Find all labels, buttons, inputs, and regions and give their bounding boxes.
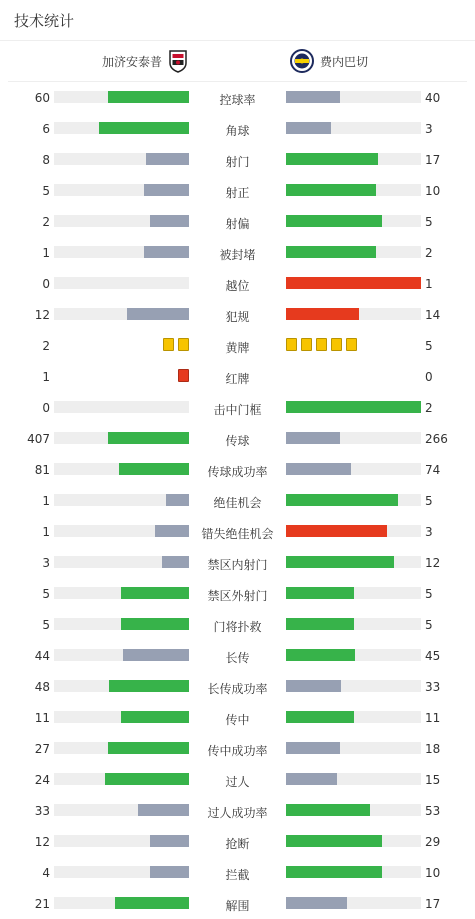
away-value: 18 (425, 742, 441, 756)
home-value: 3 (42, 556, 50, 570)
home-cards (163, 338, 189, 351)
home-bar-track (54, 215, 189, 227)
home-value: 6 (42, 122, 50, 136)
away-bar-fill (286, 835, 382, 847)
stat-row (0, 894, 475, 914)
away-value: 33 (425, 680, 441, 694)
stat-row (0, 708, 475, 728)
away-bar-track (286, 401, 421, 413)
home-value: 81 (34, 463, 50, 477)
stat-label: 角球 (225, 124, 250, 138)
home-bar-fill (150, 215, 189, 227)
away-bar-track (286, 742, 421, 754)
gaziantep-logo-icon (168, 49, 188, 73)
away-cards (286, 338, 357, 351)
page-title: 技术统计 (14, 12, 75, 30)
home-bar-fill (109, 680, 189, 692)
away-bar-fill (286, 618, 354, 630)
away-bar-fill (286, 153, 378, 165)
away-value: 266 (425, 432, 448, 446)
stat-label: 传球成功率 (207, 465, 268, 479)
away-bar-fill (286, 680, 341, 692)
home-bar-track (54, 277, 189, 289)
away-bar-fill (286, 649, 355, 661)
stat-row (0, 398, 475, 418)
home-value: 1 (42, 370, 50, 384)
home-bar-track (54, 463, 189, 475)
home-bar-track (54, 91, 189, 103)
home-bar-fill (150, 866, 189, 878)
away-value: 40 (425, 91, 441, 105)
stat-row (0, 863, 475, 883)
away-bar-track (286, 153, 421, 165)
stat-row (0, 553, 475, 573)
home-value: 0 (42, 277, 50, 291)
home-bar-track (54, 308, 189, 320)
home-value: 12 (34, 835, 50, 849)
away-bar-fill (286, 804, 370, 816)
stat-row (0, 212, 475, 232)
away-bar-track (286, 556, 421, 568)
stat-label: 犯规 (225, 310, 250, 324)
yellow-card-icon (286, 338, 297, 351)
home-value: 24 (34, 773, 50, 787)
home-value: 8 (42, 153, 50, 167)
away-bar-fill (286, 494, 398, 506)
away-bar-fill (286, 463, 351, 475)
home-bar-fill (121, 711, 189, 723)
home-value: 2 (42, 339, 50, 353)
away-value: 0 (425, 370, 433, 384)
away-bar-track (286, 308, 421, 320)
home-cards (178, 369, 189, 382)
home-value: 60 (34, 91, 50, 105)
stat-row (0, 367, 475, 387)
away-bar-track (286, 184, 421, 196)
stat-label: 绝佳机会 (213, 496, 262, 510)
stat-row (0, 832, 475, 852)
stat-label: 被封堵 (219, 248, 256, 262)
home-value: 0 (42, 401, 50, 415)
stat-label: 射偏 (225, 217, 250, 231)
away-bar-fill (286, 742, 340, 754)
away-bar-track (286, 463, 421, 475)
away-bar-track (286, 122, 421, 134)
away-bar-fill (286, 773, 337, 785)
away-value: 11 (425, 711, 441, 725)
stat-label: 控球率 (219, 93, 256, 107)
stat-label: 击中门框 (213, 403, 262, 417)
home-bar-track (54, 835, 189, 847)
away-value: 45 (425, 649, 441, 663)
stat-row (0, 677, 475, 697)
away-value: 53 (425, 804, 441, 818)
away-value: 3 (425, 525, 433, 539)
away-bar-track (286, 91, 421, 103)
away-bar-fill (286, 277, 421, 289)
away-value: 5 (425, 494, 433, 508)
home-value: 5 (42, 184, 50, 198)
away-bar-fill (286, 711, 354, 723)
away-value: 2 (425, 401, 433, 415)
away-bar-fill (286, 866, 382, 878)
home-value: 27 (34, 742, 50, 756)
stat-row (0, 274, 475, 294)
stat-label: 过人成功率 (207, 806, 268, 820)
yellow-card-icon (316, 338, 327, 351)
home-bar-fill (155, 525, 189, 537)
home-bar-track (54, 401, 189, 413)
stat-row (0, 119, 475, 139)
away-bar-track (286, 711, 421, 723)
away-bar-fill (286, 308, 359, 320)
home-bar-fill (146, 153, 189, 165)
home-bar-track (54, 680, 189, 692)
yellow-card-icon (331, 338, 342, 351)
away-bar-fill (286, 91, 340, 103)
stat-row (0, 150, 475, 170)
away-bar-fill (286, 401, 421, 413)
away-bar-track (286, 649, 421, 661)
stat-row (0, 770, 475, 790)
stat-row (0, 739, 475, 759)
away-bar-track (286, 246, 421, 258)
teams-header (0, 41, 475, 81)
teams-divider (8, 81, 467, 82)
home-team-name: 加济安泰普 (101, 54, 162, 69)
away-value: 10 (425, 866, 441, 880)
stat-label: 射正 (225, 186, 250, 200)
away-value: 1 (425, 277, 433, 291)
home-value: 5 (42, 618, 50, 632)
home-bar-fill (162, 556, 189, 568)
away-bar-fill (286, 556, 394, 568)
away-team[interactable] (290, 49, 368, 73)
home-value: 33 (34, 804, 50, 818)
away-value: 17 (425, 897, 441, 911)
away-bar-track (286, 618, 421, 630)
yellow-card-icon (163, 338, 174, 351)
home-bar-track (54, 866, 189, 878)
away-bar-track (286, 587, 421, 599)
home-bar-track (54, 773, 189, 785)
stat-row (0, 460, 475, 480)
away-bar-track (286, 494, 421, 506)
home-bar-fill (123, 649, 189, 661)
away-bar-track (286, 897, 421, 909)
home-bar-track (54, 649, 189, 661)
home-bar-track (54, 494, 189, 506)
away-value: 5 (425, 587, 433, 601)
home-bar-track (54, 587, 189, 599)
home-bar-track (54, 246, 189, 258)
home-bar-fill (150, 835, 189, 847)
stat-row (0, 429, 475, 449)
stat-row (0, 584, 475, 604)
away-value: 12 (425, 556, 441, 570)
away-value: 14 (425, 308, 441, 322)
yellow-card-icon (346, 338, 357, 351)
home-value: 44 (34, 649, 50, 663)
stat-row (0, 646, 475, 666)
away-bar-track (286, 432, 421, 444)
home-bar-fill (166, 494, 189, 506)
away-bar-fill (286, 184, 376, 196)
home-value: 1 (42, 525, 50, 539)
home-value: 1 (42, 494, 50, 508)
away-bar-track (286, 680, 421, 692)
away-value: 29 (425, 835, 441, 849)
stat-label: 抢断 (225, 837, 250, 851)
away-bar-fill (286, 897, 347, 909)
away-bar-fill (286, 432, 340, 444)
home-bar-track (54, 618, 189, 630)
home-bar-fill (99, 122, 189, 134)
stat-label: 传球 (225, 434, 250, 448)
home-bar-fill (108, 742, 189, 754)
stat-label: 禁区外射门 (207, 589, 268, 603)
stat-label: 越位 (225, 279, 250, 293)
stat-label: 传中成功率 (207, 744, 268, 758)
stat-row (0, 305, 475, 325)
home-bar-track (54, 432, 189, 444)
stat-label: 射门 (225, 155, 250, 169)
stat-label: 红牌 (225, 372, 250, 386)
home-bar-fill (138, 804, 189, 816)
stat-label: 长传 (225, 651, 250, 665)
home-bar-fill (108, 91, 189, 103)
away-value: 74 (425, 463, 441, 477)
away-bar-track (286, 215, 421, 227)
home-bar-track (54, 122, 189, 134)
away-bar-track (286, 835, 421, 847)
stat-row (0, 801, 475, 821)
home-bar-fill (144, 246, 189, 258)
stat-row (0, 615, 475, 635)
away-bar-fill (286, 215, 382, 227)
home-bar-fill (105, 773, 189, 785)
away-value: 5 (425, 339, 433, 353)
away-value: 5 (425, 215, 433, 229)
home-value: 12 (34, 308, 50, 322)
home-value: 11 (34, 711, 50, 725)
away-bar-fill (286, 122, 331, 134)
stat-label: 禁区内射门 (207, 558, 268, 572)
away-value: 2 (425, 246, 433, 260)
home-bar-fill (121, 618, 189, 630)
away-bar-fill (286, 246, 376, 258)
home-bar-track (54, 525, 189, 537)
away-value: 17 (425, 153, 441, 167)
stat-row (0, 181, 475, 201)
home-value: 5 (42, 587, 50, 601)
home-value: 1 (42, 246, 50, 260)
stat-label: 过人 (225, 775, 250, 789)
home-bar-track (54, 184, 189, 196)
away-value: 3 (425, 122, 433, 136)
away-bar-track (286, 866, 421, 878)
stat-row (0, 88, 475, 108)
home-bar-fill (144, 184, 189, 196)
home-bar-fill (121, 587, 189, 599)
away-value: 15 (425, 773, 441, 787)
home-bar-fill (115, 897, 189, 909)
away-value: 5 (425, 618, 433, 632)
stat-label: 传中 (225, 713, 250, 727)
stat-label: 错失绝佳机会 (201, 527, 274, 541)
away-bar-fill (286, 587, 354, 599)
home-value: 2 (42, 215, 50, 229)
home-bar-track (54, 897, 189, 909)
home-bar-fill (108, 432, 189, 444)
home-bar-fill (127, 308, 189, 320)
red-card-icon (178, 369, 189, 382)
away-team-name: 费内巴切 (320, 54, 369, 69)
home-bar-track (54, 556, 189, 568)
yellow-card-icon (178, 338, 189, 351)
stat-label: 门将扑救 (213, 620, 262, 634)
home-value: 4 (42, 866, 50, 880)
fenerbahce-logo-icon (290, 49, 314, 73)
home-value: 48 (34, 680, 50, 694)
home-bar-track (54, 153, 189, 165)
away-bar-track (286, 525, 421, 537)
stat-label: 解围 (225, 899, 250, 913)
home-bar-track (54, 742, 189, 754)
away-bar-fill (286, 525, 387, 537)
stat-row (0, 522, 475, 542)
home-value: 407 (27, 432, 50, 446)
stat-row (0, 336, 475, 356)
home-bar-fill (119, 463, 189, 475)
home-value: 21 (34, 897, 50, 911)
stat-label: 黄牌 (225, 341, 250, 355)
home-bar-track (54, 804, 189, 816)
home-bar-track (54, 711, 189, 723)
home-team[interactable] (102, 49, 188, 73)
away-bar-track (286, 277, 421, 289)
stat-row (0, 243, 475, 263)
stat-label: 长传成功率 (207, 682, 268, 696)
away-value: 10 (425, 184, 441, 198)
stat-label: 拦截 (225, 868, 250, 882)
stat-row (0, 491, 475, 511)
away-bar-track (286, 773, 421, 785)
yellow-card-icon (301, 338, 312, 351)
away-bar-track (286, 804, 421, 816)
